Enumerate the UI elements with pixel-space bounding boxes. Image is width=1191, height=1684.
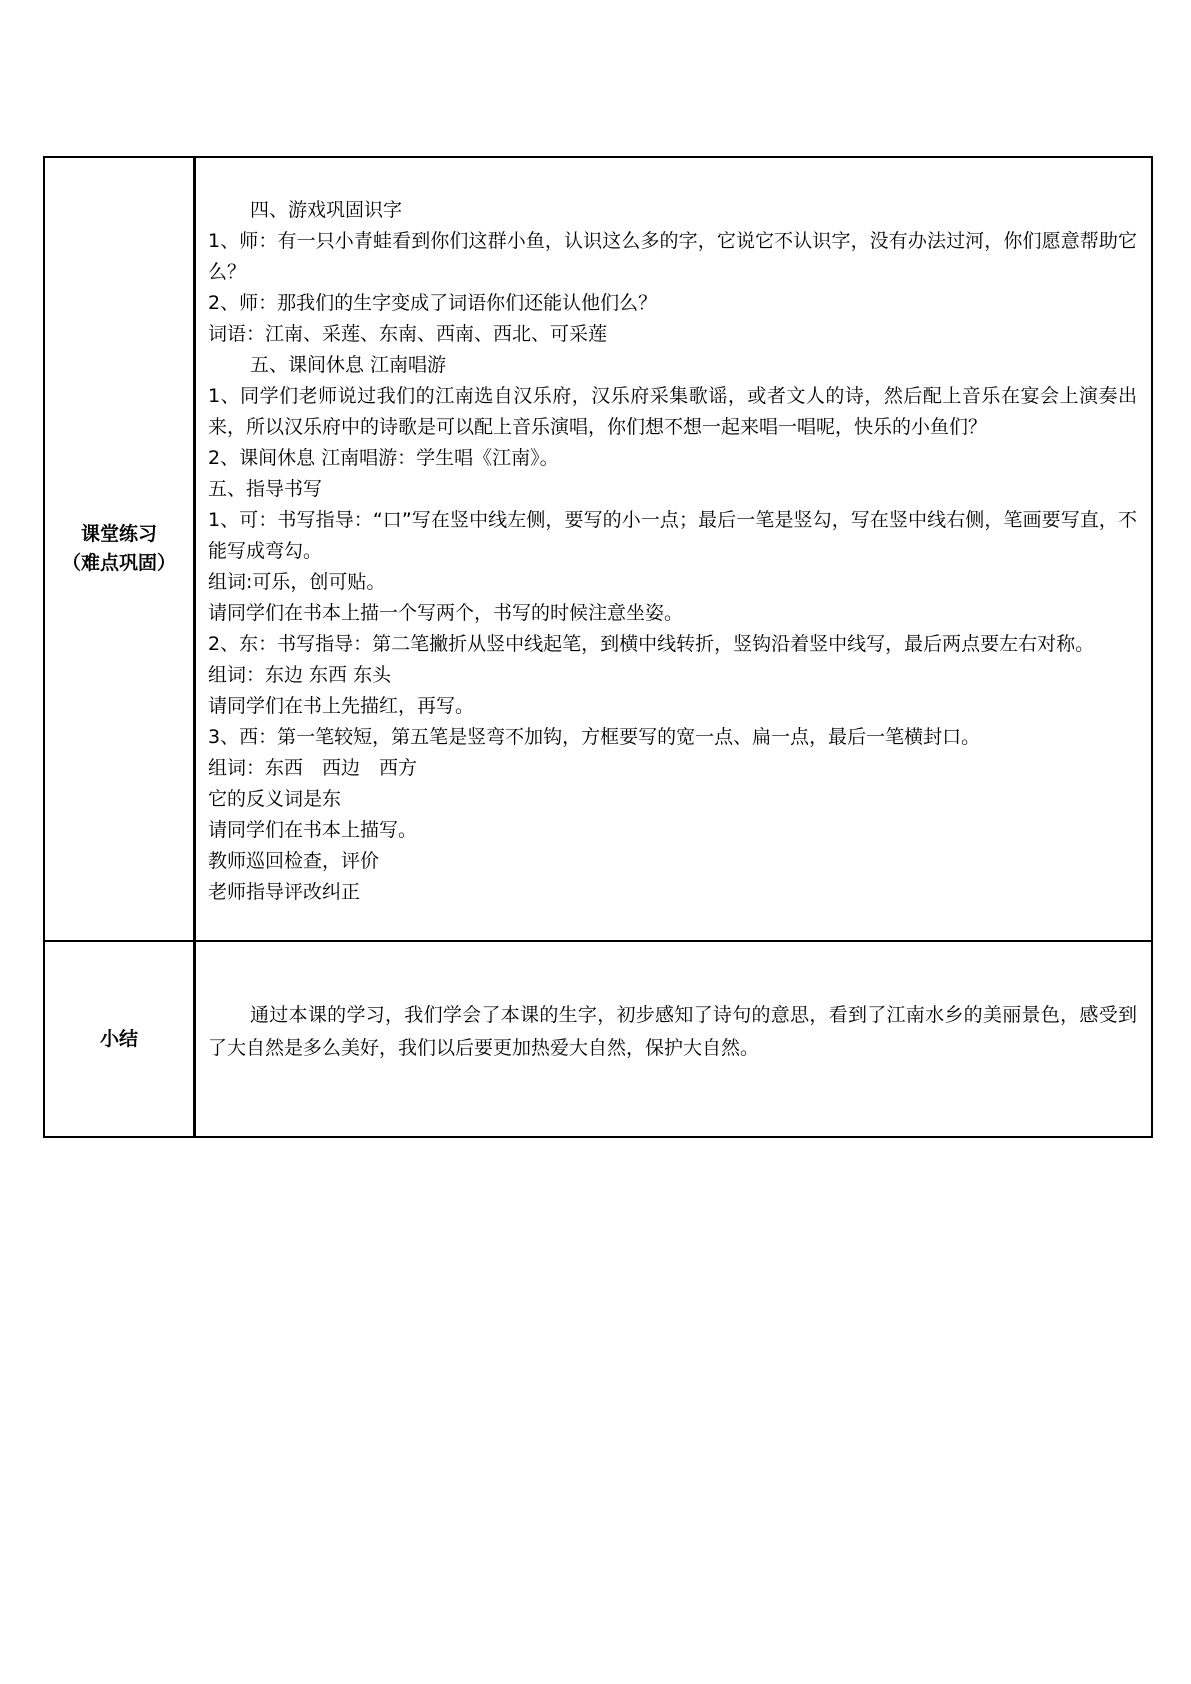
practice-line: 词语：江南、采莲、东南、西南、西北、可采莲 [208, 322, 608, 345]
practice-line: 1、同学们老师说过我们的江南选自汉乐府，汉乐府采集歌谣，或者文人的诗，然后配上音乐在宴会上演奏出来，所以汉乐府中的诗歌是可以配上音乐演唱，你们想不想一起来唱一唱呢，快乐的小鱼们？ [208, 384, 1137, 438]
practice-label-cell [44, 157, 195, 941]
practice-line: 它的反义词是东 [208, 787, 342, 810]
practice-line: 2、东：书写指导：第二笔撇折从竖中线起笔，到横中线转折，竖钩沿着竖中线写，最后两点要左右对称。 [208, 632, 1095, 655]
lesson-plan-table [43, 156, 1153, 1138]
practice-line: 请同学们在书本上描写。 [208, 818, 418, 841]
summary-label-cell [44, 941, 195, 1137]
practice-sublabel: （难点巩固） [61, 552, 176, 574]
practice-label: 课堂练习 [80, 523, 157, 545]
practice-line: 请同学们在书本上描一个写两个，书写的时候注意坐姿。 [208, 601, 684, 624]
practice-line: 教师巡回检查，评价 [208, 849, 380, 872]
summary-text: 通过本课的学习，我们学会了本课的生字，初步感知了诗句的意思，看到了江南水乡的美丽景色，感受到了大自然是多么美好，我们以后要更加热爱大自然，保护大自然。 [208, 1004, 1137, 1059]
practice-line: 2、课间休息 江南唱游：学生唱《江南》。 [208, 446, 559, 469]
practice-line: 3、西：第一笔较短，第五笔是竖弯不加钩，方框要写的宽一点、扁一点，最后一笔横封口。 [208, 725, 981, 748]
practice-line: 五、指导书写 [208, 477, 323, 500]
practice-line: 请同学们在书上先描红，再写。 [208, 694, 475, 717]
practice-line: 1、师：有一只小青蛙看到你们这群小鱼，认识这么多的字，它说它不认识字，没有办法过河，你们愿意帮助它么？ [208, 229, 1137, 283]
practice-line: 五、课间休息 江南唱游 [250, 353, 447, 376]
practice-content-cell [195, 157, 1153, 941]
practice-line: 四、游戏巩固识字 [250, 198, 403, 221]
practice-row [44, 157, 1152, 941]
summary-label: 小结 [99, 1027, 138, 1050]
summary-row [44, 941, 1152, 1137]
practice-line: 2、师：那我们的生字变成了词语你们还能认他们么？ [208, 291, 658, 314]
practice-line: 组词:可乐，创可贴。 [208, 570, 386, 593]
practice-lines [208, 195, 1137, 908]
practice-line: 1、可：书写指导：“口”写在竖中线左侧，要写的小一点；最后一笔是竖勾，写在竖中线右侧，笔画要写直，不能写成弯勾。 [208, 508, 1137, 562]
summary-content-cell [195, 941, 1153, 1137]
practice-line: 组词：东西 西边 西方 [208, 756, 418, 779]
practice-line: 老师指导评改纠正 [208, 880, 361, 903]
practice-line: 组词：东边 东西 东头 [208, 663, 392, 686]
